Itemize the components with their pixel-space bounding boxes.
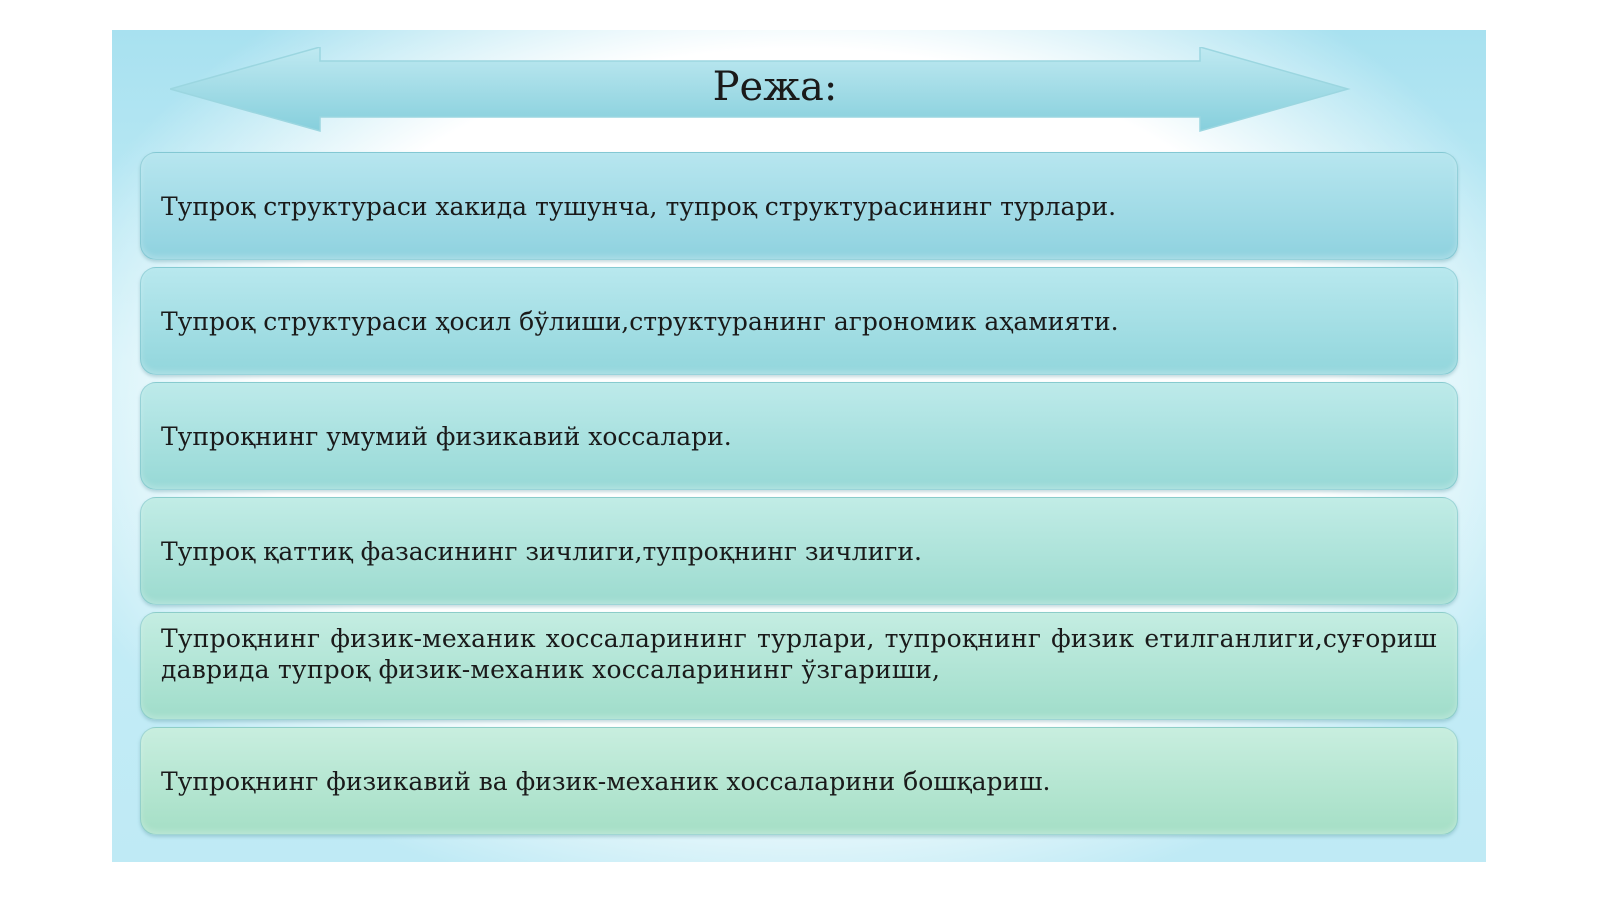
- list-item-text: Тупроқнинг умумий физикавий хоссалари.: [161, 421, 732, 451]
- list-item-text: Тупроқ структураси хакида тушунча, тупроқ структурасининг турлари.: [161, 191, 1117, 221]
- list-item-text: Тупроқ қаттиқ фазасининг зичлиги,тупроқнинг зичлиги.: [161, 536, 922, 566]
- list-item: [140, 612, 1458, 720]
- list-item-text: Тупроқ структураси ҳосил бўлиши,структуранинг агрономик аҳамияти.: [161, 306, 1119, 336]
- plan-list: [140, 152, 1458, 842]
- list-item: [140, 497, 1458, 605]
- page-title: Режа:: [712, 64, 838, 110]
- list-item-text: Тупроқнинг физикавий ва физик-механик хоссаларини бошқариш.: [161, 766, 1051, 796]
- list-item: [140, 152, 1458, 260]
- list-item: [140, 382, 1458, 490]
- list-item: [140, 267, 1458, 375]
- list-item-text: Тупроқнинг физик-механик хоссаларининг турлари, тупроқнинг физик етилганлиги,суғориш даврида тупроқ физик-механик хоссаларининг ўзгариши,: [161, 624, 1437, 684]
- list-item: [140, 727, 1458, 835]
